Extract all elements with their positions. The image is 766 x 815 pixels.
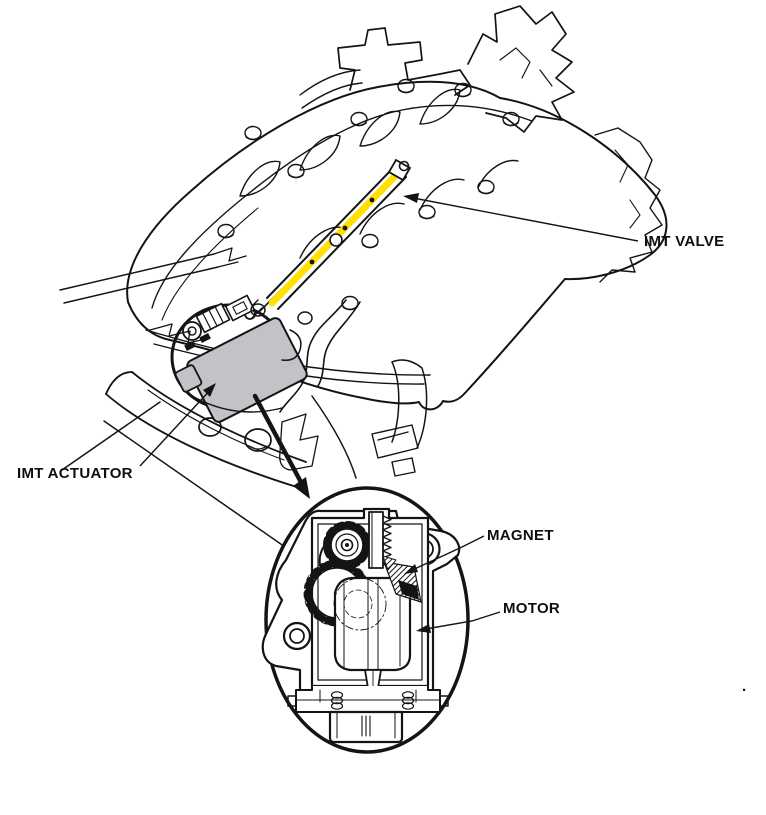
actuator-base [288, 686, 448, 712]
connector [330, 712, 402, 742]
actuator-callout [172, 295, 312, 430]
intake-manifold-art [60, 6, 666, 556]
spur-gear [327, 525, 367, 565]
magnet-label: MAGNET [487, 527, 554, 544]
stray-dot-mark: . [742, 678, 747, 695]
actuator-detail-view [263, 488, 468, 752]
motor-label: MOTOR [503, 600, 561, 617]
imt-valve-leader [408, 197, 638, 241]
imt-actuator-label: IMT ACTUATOR [17, 465, 133, 482]
imt-valve-label: IMT VALVE [644, 233, 725, 250]
